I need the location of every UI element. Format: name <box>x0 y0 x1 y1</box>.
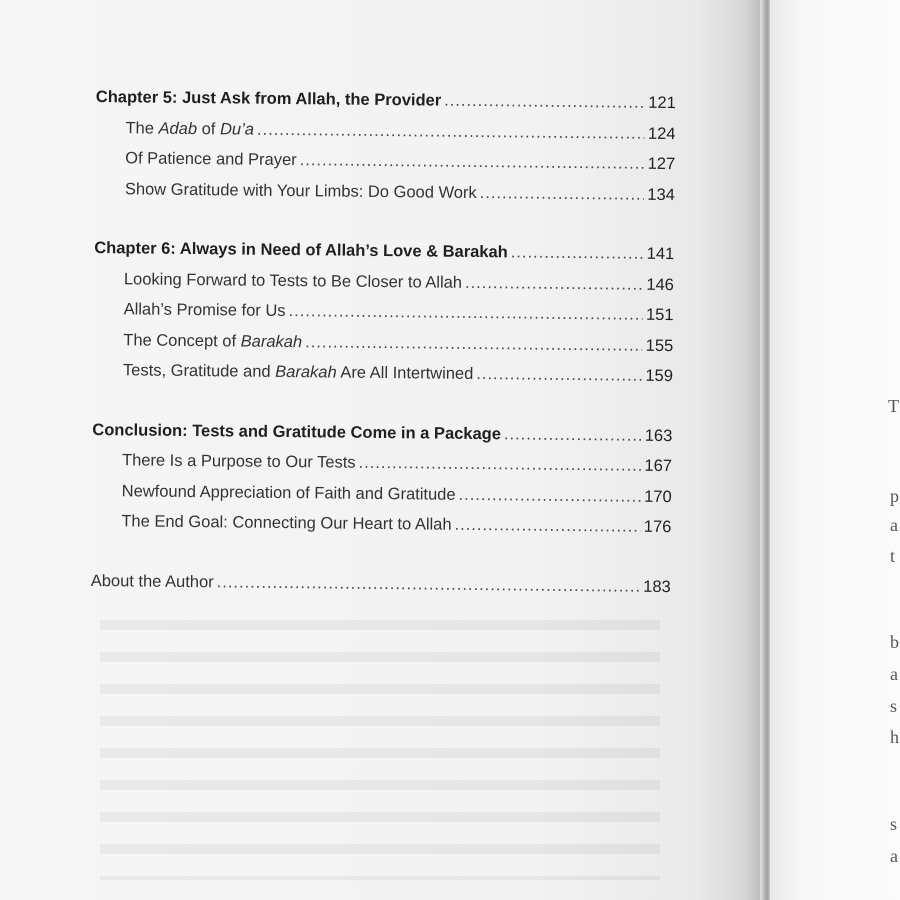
toc-entry-title: Allah’s Promise for Us <box>123 300 286 320</box>
toc-page-number: 176 <box>643 517 672 537</box>
toc-entry-title: There Is a Purpose to Our Tests <box>121 451 356 472</box>
dot-leader <box>511 237 644 269</box>
right-page <box>770 0 900 900</box>
toc-entry-intertwined[interactable] <box>93 355 673 392</box>
toc-entry-title: Looking Forward to Tests to Be Closer to Allah <box>123 269 463 292</box>
toc-page-number: 124 <box>647 124 676 143</box>
dot-leader <box>217 567 641 602</box>
right-page-letter: p <box>890 486 899 506</box>
dot-leader <box>504 419 642 451</box>
toc-entry-title: The Adab of Du’a <box>125 118 255 139</box>
right-page-letter: h <box>890 727 899 747</box>
right-page-letter: t <box>890 546 896 566</box>
dot-leader <box>300 145 645 179</box>
toc-entry-title: Tests, Gratitude and Barakah Are All Intertwined <box>122 361 474 383</box>
toc-page-number: 146 <box>646 275 675 294</box>
toc-about-author[interactable] <box>91 565 671 602</box>
toc-entry-title: About the Author <box>90 571 214 591</box>
toc-page-number: 134 <box>647 185 675 204</box>
toc-entry-title: Conclusion: Tests and Gratitude Come in a Package <box>92 420 502 443</box>
right-page-letter: s <box>890 696 898 716</box>
toc-page-number: 163 <box>644 426 673 445</box>
toc-entry-show-gratitude[interactable] <box>95 173 675 210</box>
right-page-letter: T <box>888 396 899 416</box>
show-through-text <box>100 620 660 880</box>
toc-entry-title: The Concept of Barakah <box>123 330 303 351</box>
toc-page-number: 167 <box>644 456 673 476</box>
toc-page-number: 159 <box>645 366 674 386</box>
dot-leader <box>458 479 641 511</box>
toc-entry-title: Chapter 6: Always in Need of Allah’s Love & Barakah <box>94 238 508 262</box>
toc-page-number: 151 <box>645 305 674 325</box>
toc-page-number: 141 <box>646 244 675 264</box>
toc-entry-title: Newfound Appreciation of Faith and Gratitude <box>121 481 456 504</box>
dot-leader <box>465 267 644 299</box>
toc-entry-title: Of Patience and Prayer <box>125 149 297 170</box>
dot-leader <box>444 86 645 119</box>
dot-leader <box>480 178 645 210</box>
dot-leader <box>305 327 643 361</box>
right-page-letter: s <box>890 814 898 834</box>
toc-page-number: 155 <box>645 336 674 355</box>
dot-leader <box>257 114 645 149</box>
dot-leader <box>454 510 641 542</box>
toc-page-number: 183 <box>643 577 671 596</box>
toc-page-number: 127 <box>647 154 676 174</box>
toc-entry-title: Chapter 5: Just Ask from Allah, the Provider <box>95 87 442 110</box>
right-page-letter: a <box>890 664 898 684</box>
toc-entry-end-goal[interactable] <box>91 506 671 543</box>
toc-entry-title: The End Goal: Connecting Our Heart to Allah <box>121 512 452 534</box>
right-page-letter: a <box>890 846 898 866</box>
right-page-letter: b <box>890 632 899 652</box>
toc-page-number: 170 <box>644 487 672 506</box>
dot-leader <box>358 448 641 481</box>
toc-entry-title: Show Gratitude with Your Limbs: Do Good Work <box>124 179 477 202</box>
toc-page-number: 121 <box>648 93 676 113</box>
dot-leader <box>288 296 643 330</box>
dot-leader <box>476 359 642 391</box>
right-page-letter: a <box>890 515 898 535</box>
table-of-contents <box>91 82 676 602</box>
